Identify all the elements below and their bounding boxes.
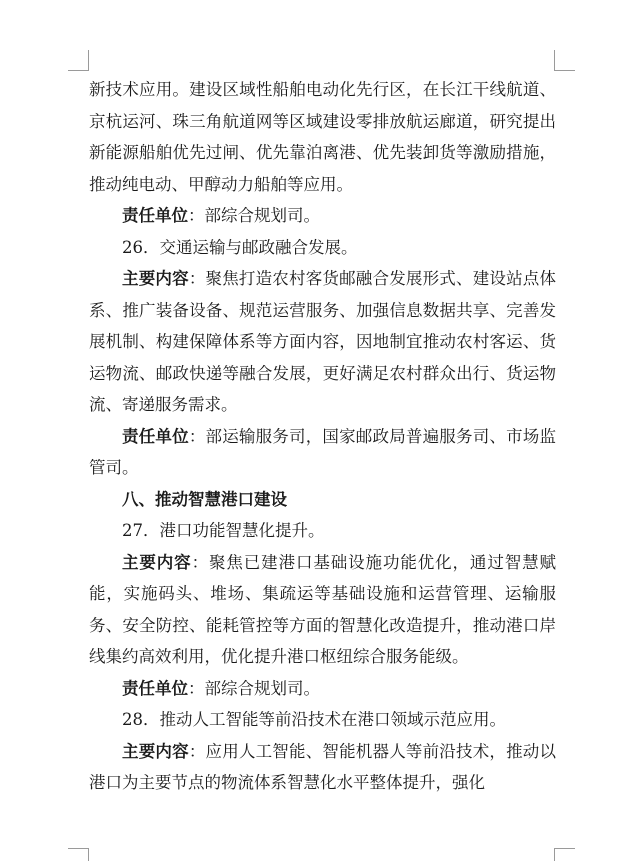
crop-mark-bottom-right (554, 848, 575, 861)
responsible-unit-value: ：部综合规划司。 (188, 206, 320, 225)
main-content-label: 主要内容 (122, 741, 189, 761)
item-title: 28．推动人工智能等前沿技术在港口领域示范应用。 (122, 710, 506, 729)
main-content-label: 主要内容 (122, 552, 192, 572)
responsible-unit-line (89, 673, 556, 705)
section-title: 八、推动智慧港口建设 (122, 489, 287, 509)
responsible-unit-value: ：部运输服务司，国家邮政局普遍服务司、市场监管司。 (89, 426, 557, 477)
document-body (89, 74, 556, 799)
item-heading-28 (89, 704, 556, 736)
main-content-paragraph (89, 263, 556, 421)
main-content-text: ：聚焦已建港口基础设施功能优化，通过智慧赋能，实施码头、堆场、集疏运等基础设施和运营管理、运输服务、安全防控、能耗管控等方面的智慧化改造提升，推动港口岸线集约高效利用，优化提升港口枢纽综合服务能级。 (89, 552, 557, 666)
main-content-paragraph (89, 736, 556, 799)
responsible-unit-label: 责任单位 (122, 678, 188, 698)
paragraph-text: 新技术应用。建设区域性船舶电动化先行区，在长江干线航道、京杭运河、珠三角航道网等区域建设零排放航运廊道，研究提出新能源船舶优先过闸、优先靠泊离港、优先装卸货等激励措施，推动纯电动、甲醇动力船舶等应用。 (89, 80, 556, 194)
responsible-unit-label: 责任单位 (122, 426, 189, 446)
crop-mark-top-left (68, 50, 89, 71)
main-content-text: ：聚焦打造农村客货邮融合发展形式、建设站点体系、推广装备设备、规范运营服务、加强信息数据共享、完善发展机制、构建保障体系等方面内容，因地制宜推动农村客运、货运物流、邮政快递等融合发展，更好满足农村群众出行、货运物流、寄递服务需求。 (89, 269, 557, 414)
responsible-unit-line (89, 421, 556, 484)
responsible-unit-label: 责任单位 (122, 206, 188, 225)
main-content-label: 主要内容 (122, 269, 189, 288)
crop-mark-bottom-left (68, 848, 89, 861)
item-title: 27．港口功能智慧化提升。 (122, 521, 325, 540)
responsible-unit-line (89, 200, 556, 232)
crop-mark-top-right (554, 50, 575, 71)
item-title: 26．交通运输与邮政融合发展。 (122, 237, 358, 257)
section-heading (89, 484, 556, 516)
main-content-text: ：应用人工智能、智能机器人等前沿技术，推动以港口为主要节点的物流体系智慧化水平整体提升，强化 (89, 741, 557, 792)
item-heading-27 (89, 515, 556, 547)
continuation-paragraph (89, 74, 556, 200)
item-heading-26 (89, 232, 556, 264)
main-content-paragraph (89, 547, 556, 673)
responsible-unit-value: ：部综合规划司。 (188, 678, 320, 698)
